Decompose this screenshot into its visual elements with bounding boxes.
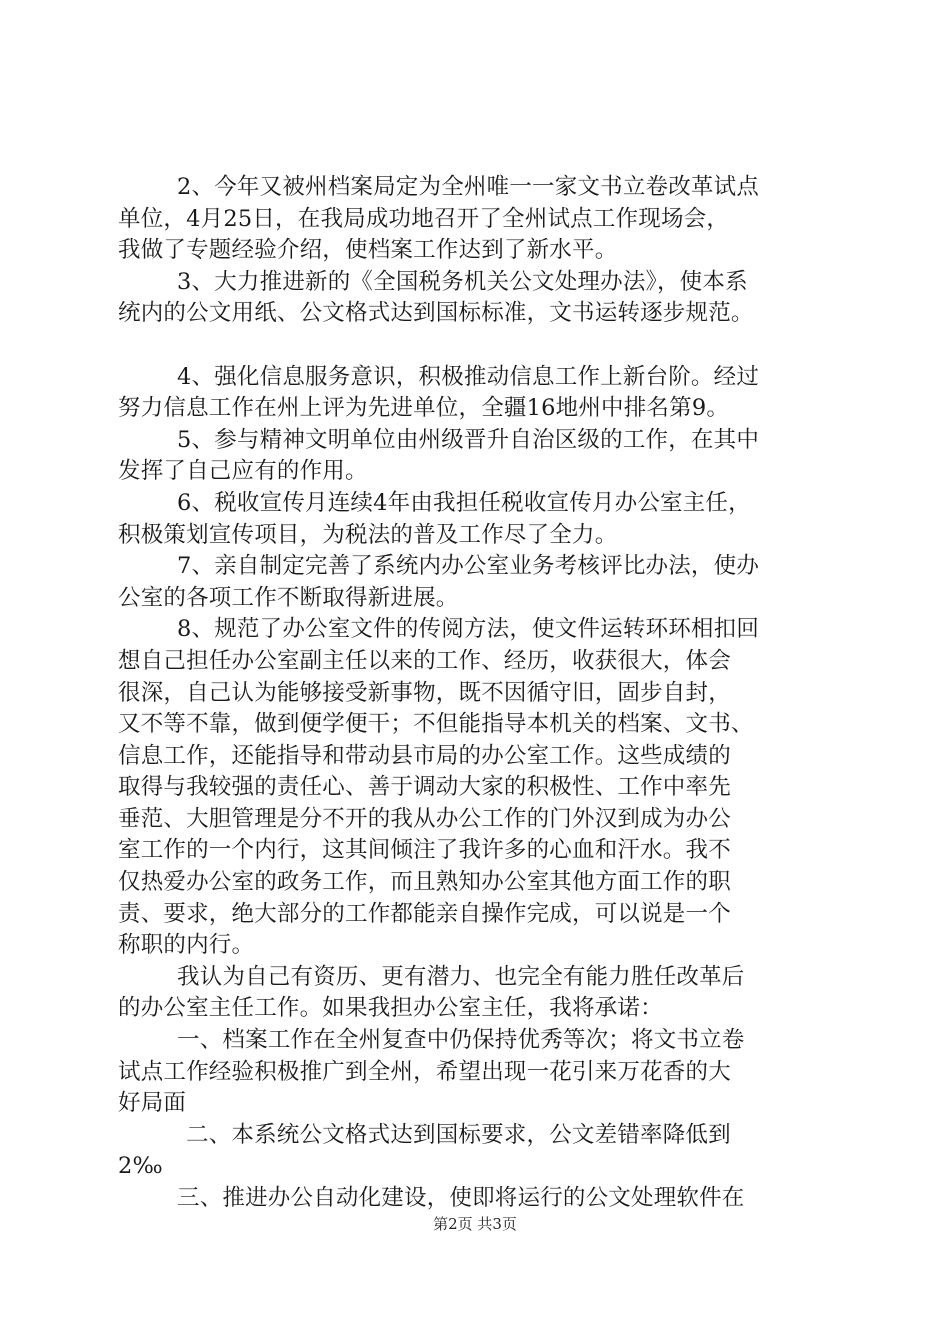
text-line: 好局面 xyxy=(118,1090,187,1117)
text-line: 取得与我较强的责任心、善于调动大家的积极性、工作中率先 xyxy=(118,774,731,801)
text-line: 三、推进办公自动化建设，使即将运行的公文处理软件在 xyxy=(177,1185,745,1211)
text-line: 公室的各项工作不断取得新进展。 xyxy=(118,584,459,611)
text-line: 2、今年又被州档案局定为全州唯一一家文书立卷改革试点 xyxy=(177,174,760,200)
text-line: 发挥了自己应有的作用。 xyxy=(118,458,368,485)
blank-line xyxy=(118,330,838,362)
text-line: 统内的公文用纸、公文格式达到国标标准，文书运转逐步规范。 xyxy=(118,300,754,327)
text-line: 3、大力推进新的《全国税务机关公文处理办法》，使本系 xyxy=(177,268,748,295)
text-line: 又不等不靠，做到便学便干；不但能指导本机关的档案、文书、 xyxy=(118,711,754,738)
text-line: 我认为自己有资历、更有潜力、也完全有能力胜任改革后 xyxy=(177,963,745,990)
text-line: 6、税收宣传月连续4年由我担任税收宣传月办公室主任， xyxy=(177,489,751,516)
text-line: 垂范、大胆管理是分不开的我从办公工作的门外汉到成为办公 xyxy=(118,805,731,832)
paragraph-5 xyxy=(118,425,838,488)
text-line: 2‰ xyxy=(118,1153,163,1180)
paragraph-4 xyxy=(118,362,838,425)
text-line: 室工作的一个内行，这其间倾注了我许多的心血和汗水。我不 xyxy=(118,837,731,864)
paragraph-3 xyxy=(118,267,838,330)
paragraph-commitment-2 xyxy=(118,1120,838,1183)
text-line: 努力信息工作在州上评为先进单位，全疆16地州中排名第9。 xyxy=(118,395,730,422)
text-line: 一、档案工作在全州复查中仍保持优秀等次；将文书立卷 xyxy=(177,1027,745,1054)
text-line: 想自己担任办公室副主任以来的工作、经历，收获很大，体会 xyxy=(118,647,731,674)
text-line: 信息工作，还能指导和带动县市局的办公室工作。这些成绩的 xyxy=(118,742,731,769)
document-body xyxy=(118,172,838,1215)
text-line: 试点工作经验积极推广到全州，希望出现一花引来万花香的大 xyxy=(118,1058,731,1085)
text-line: 的办公室主任工作。如果我担办公室主任，我将承诺： xyxy=(118,995,663,1022)
text-line: 仅热爱办公室的政务工作，而且熟知办公室其他方面工作的职 xyxy=(118,869,731,896)
text-line: 很深，自己认为能够接受新事物，既不因循守旧，固步自封， xyxy=(118,679,731,706)
paragraph-commitment-3 xyxy=(118,1183,838,1215)
paragraph-6 xyxy=(118,488,838,551)
text-line: 5、参与精神文明单位由州级晋升自治区级的工作，在其中 xyxy=(177,426,760,453)
text-line: 单位，4月25日，在我局成功地召开了全州试点工作现场会， xyxy=(118,205,730,232)
paragraph-commitment-intro xyxy=(118,962,838,1025)
paragraph-8 xyxy=(118,614,838,962)
text-line: 二、本系统公文格式达到国标要求，公文差错率降低到 xyxy=(186,1121,731,1148)
paragraph-7 xyxy=(118,551,838,614)
paragraph-2 xyxy=(118,172,838,267)
text-line: 7、亲自制定完善了系统内办公室业务考核评比办法，使办 xyxy=(177,553,760,580)
page-footer: 第2页 共3页 xyxy=(433,1215,517,1233)
text-line: 8、规范了办公室文件的传阅方法，使文件运转环环相扣回 xyxy=(177,616,760,643)
text-line: 4、强化信息服务意识，积极推动信息工作上新台阶。经过 xyxy=(177,363,760,390)
text-line: 积极策划宣传项目，为税法的普及工作尽了全力。 xyxy=(118,521,618,548)
text-line: 称职的内行。 xyxy=(118,932,255,959)
text-line: 责、要求，绝大部分的工作都能亲自操作完成，可以说是一个 xyxy=(118,900,731,927)
text-line: 我做了专题经验介绍，使档案工作达到了新水平。 xyxy=(118,237,618,264)
paragraph-commitment-1 xyxy=(118,1025,838,1120)
